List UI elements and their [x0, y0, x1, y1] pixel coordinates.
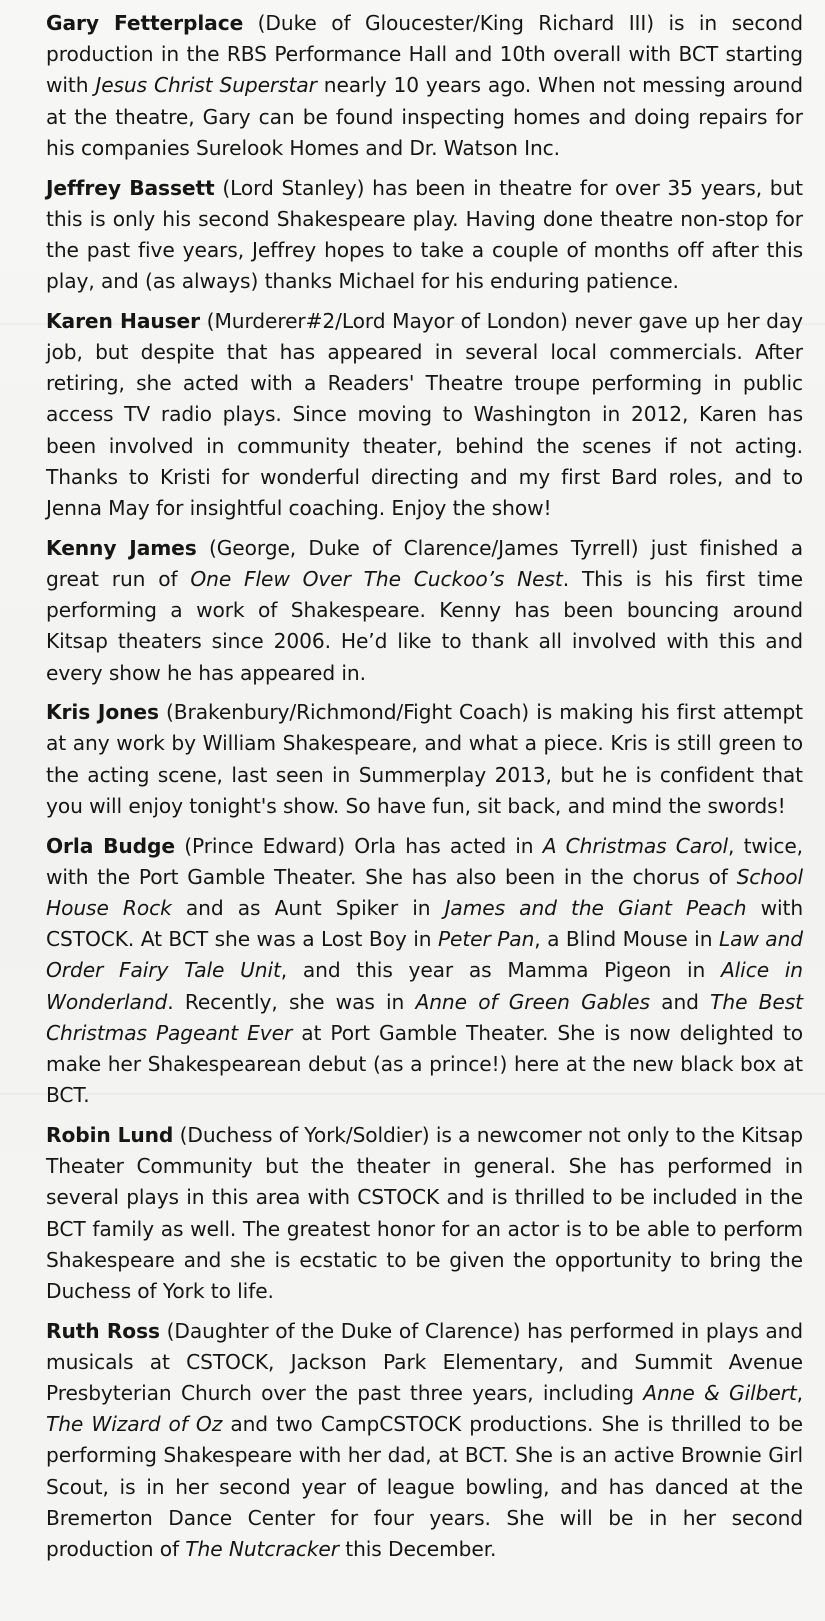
bio-paragraph	[46, 173, 803, 298]
actor-name: Robin Lund	[46, 1122, 174, 1147]
bio-text: ,	[796, 1381, 803, 1406]
actor-name: Karen Hauser	[46, 308, 201, 333]
bio-text: this December.	[338, 1537, 497, 1562]
production-title: The Nutcracker	[185, 1537, 339, 1562]
production-title: Anne & Gilbert	[643, 1381, 797, 1406]
actor-name: Jeffrey Bassett	[46, 175, 215, 200]
bio-paragraph	[46, 1120, 803, 1307]
bio-paragraph	[46, 1316, 803, 1566]
actor-name: Kris Jones	[46, 700, 159, 725]
bio-text: . This is his first time performing a work of Shakespeare. Kenny has been bouncing around Kitsap theaters since 2006. He’d like to thank all involved with this and every show he has appeared in.	[46, 566, 803, 685]
bio-text: . Recently, she was in	[167, 989, 416, 1014]
bio-text: (Duchess of York/Soldier) is a newcomer not only to the Kitsap Theater Community but the theater in general. She has performed in several plays in this area with CSTOCK and is thrilled to be included in the BCT family as well. The greatest honor for an actor is to be able to perform Shakespeare and she is ecstatic to be given the opportunity to bring the Duchess of York to life.	[46, 1122, 803, 1303]
bio-paragraph	[46, 697, 803, 822]
production-title: Alice in Wonderland	[46, 958, 803, 1014]
bio-text: (Lord Stanley) has been in theatre for over 35 years, but this is only his second Shakespeare play. Having done theatre non-stop for the past five years, Jeffrey hopes to take a couple of months off after this play, and (as always) thanks Michael for his enduring patience.	[46, 175, 803, 294]
bio-text: (Daughter of the Duke of Clarence) has performed in plays and musicals at CSTOCK, Jackson Park Elementary, and Summit Avenue Presbyterian Church over the past three years, including	[46, 1318, 804, 1406]
actor-name: Kenny James	[46, 535, 197, 560]
production-title: The Wizard of Oz	[46, 1412, 223, 1437]
bio-text: (Murderer#2/Lord Mayor of London) never gave up her day job, but despite that has appeared in several local commercials. After retiring, she acted with a Readers' Theatre troupe performing in public access TV radio plays. Since moving to Washington in 2012, Karen has been involved in community theater, behind the scenes if not acting. Thanks to Kristi for wonderful directing and my first Bard roles, and to Jenna May for insightful coaching. Enjoy the show!	[46, 308, 804, 521]
bio-text: , and this year as Mamma Pigeon in	[280, 958, 721, 983]
bio-text: nearly 10 years ago. When not messing around at the theatre, Gary can be found inspecting homes and doing repairs for his companies Surelook Homes and Dr. Watson Inc.	[46, 73, 804, 160]
production-title: A Christmas Carol	[542, 833, 729, 858]
actor-name: Gary Fetterplace	[46, 11, 244, 35]
bio-text: and as Aunt Spiker in	[171, 895, 445, 920]
bio-text: (Brakenbury/Richmond/Fight Coach) is making his first attempt at any work by William Shakespeare, and what a piece. Kris is still green to the acting scene, last seen in Summerplay 2013, but he is confident that you will enjoy tonight's show. So have fun, sit back, and mind the swords!	[46, 700, 803, 818]
production-title: One Flew Over The Cuckoo’s Nest	[190, 566, 563, 591]
bio-text: and two CampCSTOCK productions. She is thrilled to be performing Shakespeare with her dad, at BCT. She is an active Brownie Girl Scout, is in her second year of league bowling, and has danced at the Bremerton Dance Center for four years. She will be in her second production of	[46, 1412, 803, 1562]
bio-paragraph	[46, 8, 803, 164]
bio-text: (Prince Edward) Orla has acted in	[174, 833, 543, 858]
production-title: Jesus Christ Superstar	[95, 73, 317, 98]
cast-bios	[46, 8, 803, 1574]
bio-paragraph	[46, 533, 803, 689]
bio-text: , twice, with the Port Gamble Theater. She has also been in the chorus of	[46, 833, 803, 889]
actor-name: Orla Budge	[46, 833, 175, 858]
production-title: The Best Christmas Pageant Ever	[46, 989, 803, 1045]
bio-text: and	[649, 989, 711, 1014]
production-title: Peter Pan	[437, 927, 535, 952]
bio-text: (George, Duke of Clarence/James Tyrrell) just finished a great run of	[46, 535, 803, 591]
production-title: Law and Order Fairy Tale Unit	[46, 927, 803, 983]
bio-text: , a Blind Mouse in	[534, 927, 719, 952]
actor-name: Ruth Ross	[46, 1318, 160, 1343]
bio-text: (Duke of Gloucester/King Richard III) is in second production in the RBS Performance Hall and 10th overall with BCT starting with	[46, 11, 803, 98]
bio-text: with CSTOCK. At BCT she was a Lost Boy in	[46, 895, 804, 952]
bio-paragraph	[46, 831, 803, 1112]
bio-text: at Port Gamble Theater. She is now delighted to make her Shakespearean debut (as a prince!) here at the new black box at BCT.	[46, 1020, 804, 1108]
production-title: Anne of Green Gables	[415, 989, 650, 1014]
production-title: School House Rock	[46, 864, 803, 920]
bio-paragraph	[46, 306, 803, 524]
production-title: James and the Giant Peach	[444, 895, 747, 920]
